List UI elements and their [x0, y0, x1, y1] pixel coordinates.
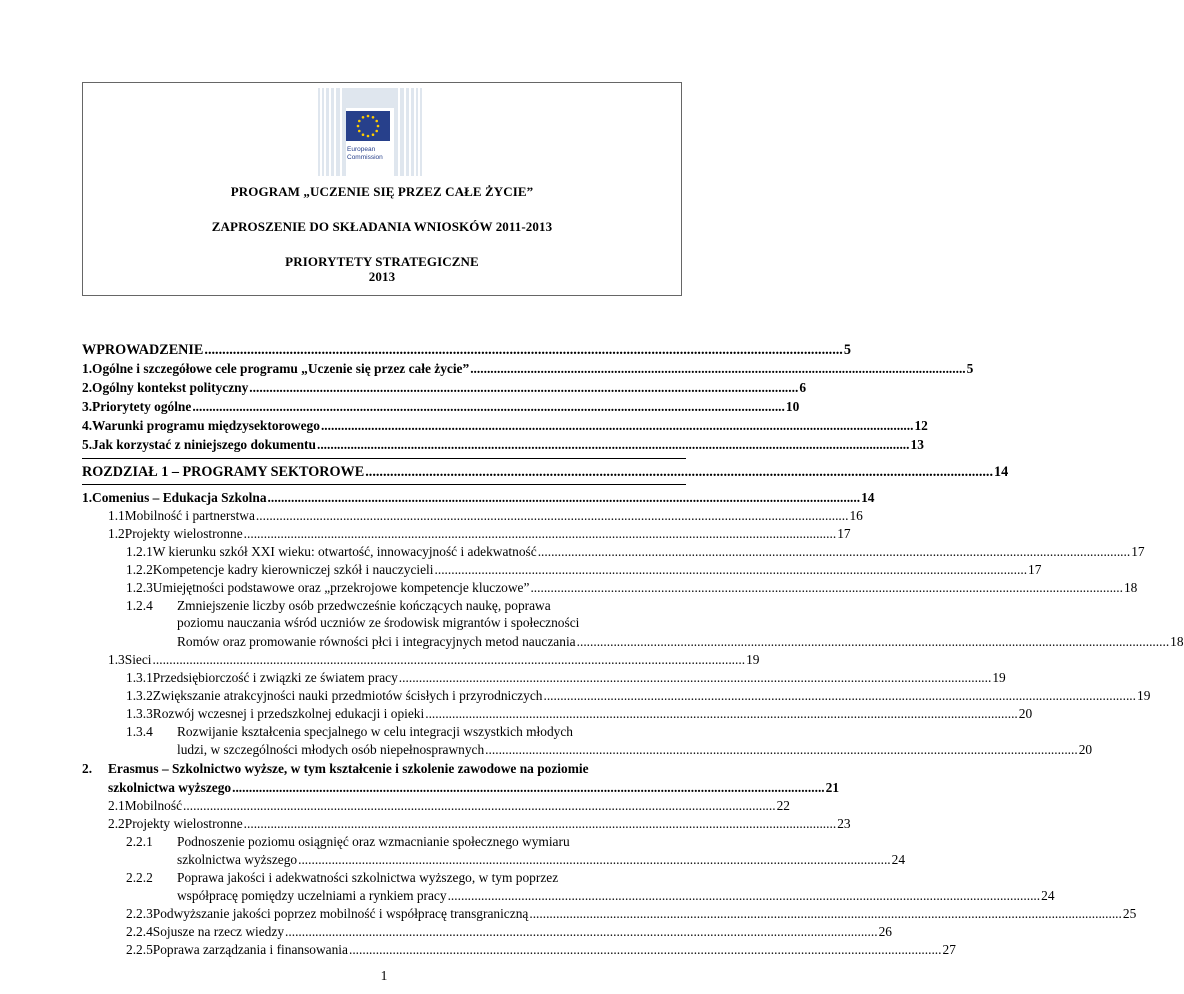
toc-entry[interactable]: 1.2 Projekty wielostronne ................................................................................................................................................................................. 17 — [108, 526, 851, 541]
toc-entry[interactable]: współpracę pomiędzy uczelniami a rynkiem pracy ................................................................................................................................................................................. 24 — [177, 888, 1055, 903]
toc-entry[interactable]: 1.2.3 Umiejętności podstawowe oraz „przekrojowe kompetencje kluczowe” ................................................................................................................................................................................. 18 — [126, 580, 1138, 595]
toc-entry-continuation: poziomu nauczania wśród uczniów ze środowisk migrantów i społeczności — [177, 615, 580, 630]
toc-entry[interactable]: 1.3.4 Rozwijanie kształcenia specjalnego w celu integracji wszystkich młodych — [126, 724, 574, 739]
toc-entry[interactable]: 2.2.5 Poprawa zarządzania i finansowania ................................................................................................................................................................................. 27 — [126, 942, 956, 957]
toc-entry[interactable]: 4. Warunki programu międzysektorowego ................................................................................................................................................................................. 12 — [82, 418, 928, 433]
toc-entry[interactable]: 1.2.4 Zmniejszenie liczby osób przedwcześnie kończących naukę, poprawa — [126, 598, 551, 613]
toc-entry[interactable]: Romów oraz promowanie równości płci i integracyjnych metod nauczania ................................................................................................................................................................................. 18 — [177, 634, 1184, 649]
toc-entry[interactable]: 2.2.4 Sojusze na rzecz wiedzy ................................................................................................................................................................................. 26 — [126, 924, 892, 939]
page-number: 1 — [380, 968, 388, 983]
toc-entry-rozdzial-1[interactable]: ROZDZIAŁ 1 – PROGRAMY SEKTOROWE ................................................................................................................................................................................. 14 — [82, 464, 1009, 480]
toc-entry[interactable]: 1.1 Mobilność i partnerstwa ................................................................................................................................................................................. 16 — [108, 508, 863, 523]
toc-entry[interactable]: 3. Priorytety ogólne ................................................................................................................................................................................. 10 — [82, 399, 800, 414]
toc-entry[interactable]: szkolnictwa wyższego ................................................................................................................................................................................. 24 — [177, 852, 906, 867]
toc-entry[interactable]: 2.2 Projekty wielostronne ................................................................................................................................................................................. 23 — [108, 816, 851, 831]
european-commission-logo — [318, 88, 450, 180]
toc-entry[interactable]: 1. Comenius – Edukacja Szkolna ................................................................................................................................................................................. 14 — [82, 490, 875, 505]
toc-entry[interactable]: 1.3 Sieci ................................................................................................................................................................................. 19 — [108, 652, 760, 667]
separator — [82, 484, 686, 485]
toc-entry[interactable]: 1.3.2 Zwiększanie atrakcyjności nauki przedmiotów ścisłych i przyrodniczych ................................................................................................................................................................................. 19 — [126, 688, 1151, 703]
toc-entry[interactable]: 1. Ogólne i szczegółowe cele programu „Uczenie się przez całe życie” .................................................................................................................................................... 5 — [82, 361, 974, 376]
priorities-title: PRIORYTETY STRATEGICZNE — [285, 254, 479, 269]
toc-entry[interactable]: 1.3.3 Rozwój wczesnej i przedszkolnej edukacji i opieki ................................................................................................................................................................................. 20 — [126, 706, 1033, 721]
toc-entry[interactable]: szkolnictwa wyższego ................................................................................................................................................................................. 21 — [108, 780, 840, 795]
eu-flag-icon — [346, 111, 390, 141]
toc-entry[interactable]: 2.2.3 Podwyższanie jakości poprzez mobilność i współpracę transgraniczną ................................................................................................................................................................................. 25 — [126, 906, 1137, 921]
toc-entry[interactable]: 2.2.2 Poprawa jakości i adekwatności szkolnictwa wyższego, w tym poprzez — [126, 870, 559, 885]
priorities-year: 2013 — [368, 269, 396, 284]
toc-entry[interactable]: 2. Erasmus – Szkolnictwo wyższe, w tym kształcenie i szkolenie zawodowe na poziomie — [82, 761, 589, 776]
toc-entry[interactable]: 1.3.1 Przedsiębiorczość i związki ze światem pracy ................................................................................................................................................................................. 19 — [126, 670, 1006, 685]
toc-entry[interactable]: 1.2.2 Kompetencje kadry kierowniczej szkół i nauczycieli ................................................................................................................................................................................. 17 — [126, 562, 1042, 577]
toc-entry[interactable]: 2. Ogólny kontekst polityczny .................................................................................................................................................................... 6 — [82, 380, 807, 395]
toc-entry[interactable]: 2.2.1 Podnoszenie poziomu osiągnięć oraz wzmacnianie społecznego wymiaru — [126, 834, 570, 849]
toc-entry[interactable]: 5. Jak korzystać z niniejszego dokumentu ................................................................................................................................................................................. 13 — [82, 437, 924, 452]
separator — [82, 458, 686, 459]
toc-entry[interactable]: 2.1 Mobilność ................................................................................................................................................................................. 22 — [108, 798, 790, 813]
toc-entry-wprowadzenie[interactable]: WPROWADZENIE .................................................................................................................................................................................... 5 — [82, 342, 851, 358]
toc-entry[interactable]: ludzi, w szczególności młodych osób niepełnosprawnych ................................................................................................................................................................................. 20 — [177, 742, 1093, 757]
logo-text: European Commission — [347, 146, 383, 161]
call-title: ZAPROSZENIE DO SKŁADANIA WNIOSKÓW 2011-2013 — [211, 219, 553, 234]
program-title: PROGRAM „UCZENIE SIĘ PRZEZ CAŁE ŻYCIE” — [230, 184, 534, 199]
toc-entry[interactable]: 1.2.1 W kierunku szkół XXI wieku: otwartość, innowacyjność i adekwatność ................................................................................................................................................................................. 17 — [126, 544, 1145, 559]
